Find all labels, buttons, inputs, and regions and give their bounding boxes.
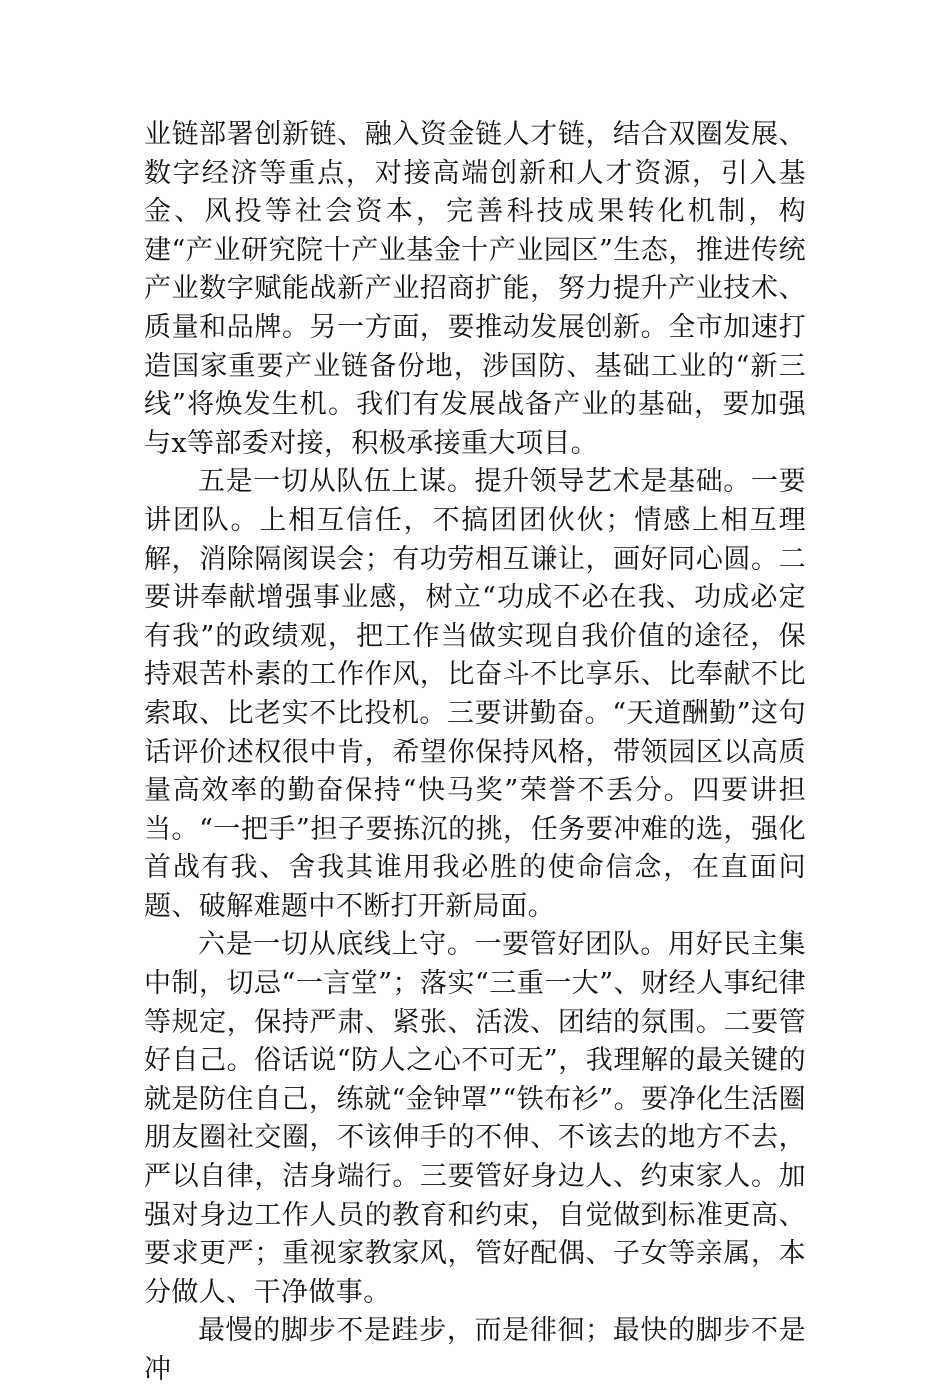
paragraph-closing: 最慢的脚步不是跬步，而是徘徊；最快的脚步不是冲 — [144, 1315, 806, 1385]
paragraph-continued: 业链部署创新链、融入资金链人才链，结合双圈发展、数字经济等重点，对接高端创新和人才资源，引入基金、风投等社会资本，完善科技成果转化机制，构建“产业研究院十产业基金十产业园区”生态，推进传统产业数字赋能战新产业招商扩能，努力提升产业技术、质量和品牌。另一方面，要推动发展创新。全市加速打造国家重要产业链备份地，涉国防、基础工业的“新三线”将焕发生机。我们有发展战备产业的基础，要加强与x等部委对接，积极承接重大项目。 — [144, 119, 806, 459]
document-page — [144, 116, 806, 1390]
paragraph-bottom-line: 六是一切从底线上守。一要管好团队。用好民主集中制，切忌“一言堂”；落实“三重一大”、财经人事纪律等规定，保持严肃、紧张、活泼、团结的氛围。二要管好自己。俗话说“防人之心不可无”，我理解的最关键的就是防住自己，练就“金钟罩”“铁布衫”。要净化生活圈朋友圈社交圈，不该伸手的不伸、不该去的地方不去，严以自律，洁身端行。三要管好身边人、约束家人。加强对身边工作人员的教育和约束，自觉做到标准更高、要求更严；重视家教家风，管好配偶、子女等亲属，本分做人、干净做事。 — [144, 929, 806, 1308]
paragraph-team: 五是一切从队伍上谋。提升领导艺术是基础。一要讲团队。上相互信任，不搞团团伙伙；情感上相互理解，消除隔阂误会；有功劳相互谦让，画好同心圆。二要讲奉献增强事业感，树立“功成不必在我、功成必定有我”的政绩观，把工作当做实现自我价值的途径，保持艰苦朴素的工作作风，比奋斗不比享乐、比奉献不比索取、比老实不比投机。三要讲勤奋。“天道酬勤”这句话评价述权很中肯，希望你保持风格，带领园区以高质量高效率的勤奋保持“快马奖”荣誉不丢分。四要讲担当。“一把手”担子要拣沉的挑，任务要冲难的选，强化首战有我、舍我其谁用我必胜的使命信念，在直面问题、破解难题中不断打开新局面。 — [144, 466, 806, 922]
